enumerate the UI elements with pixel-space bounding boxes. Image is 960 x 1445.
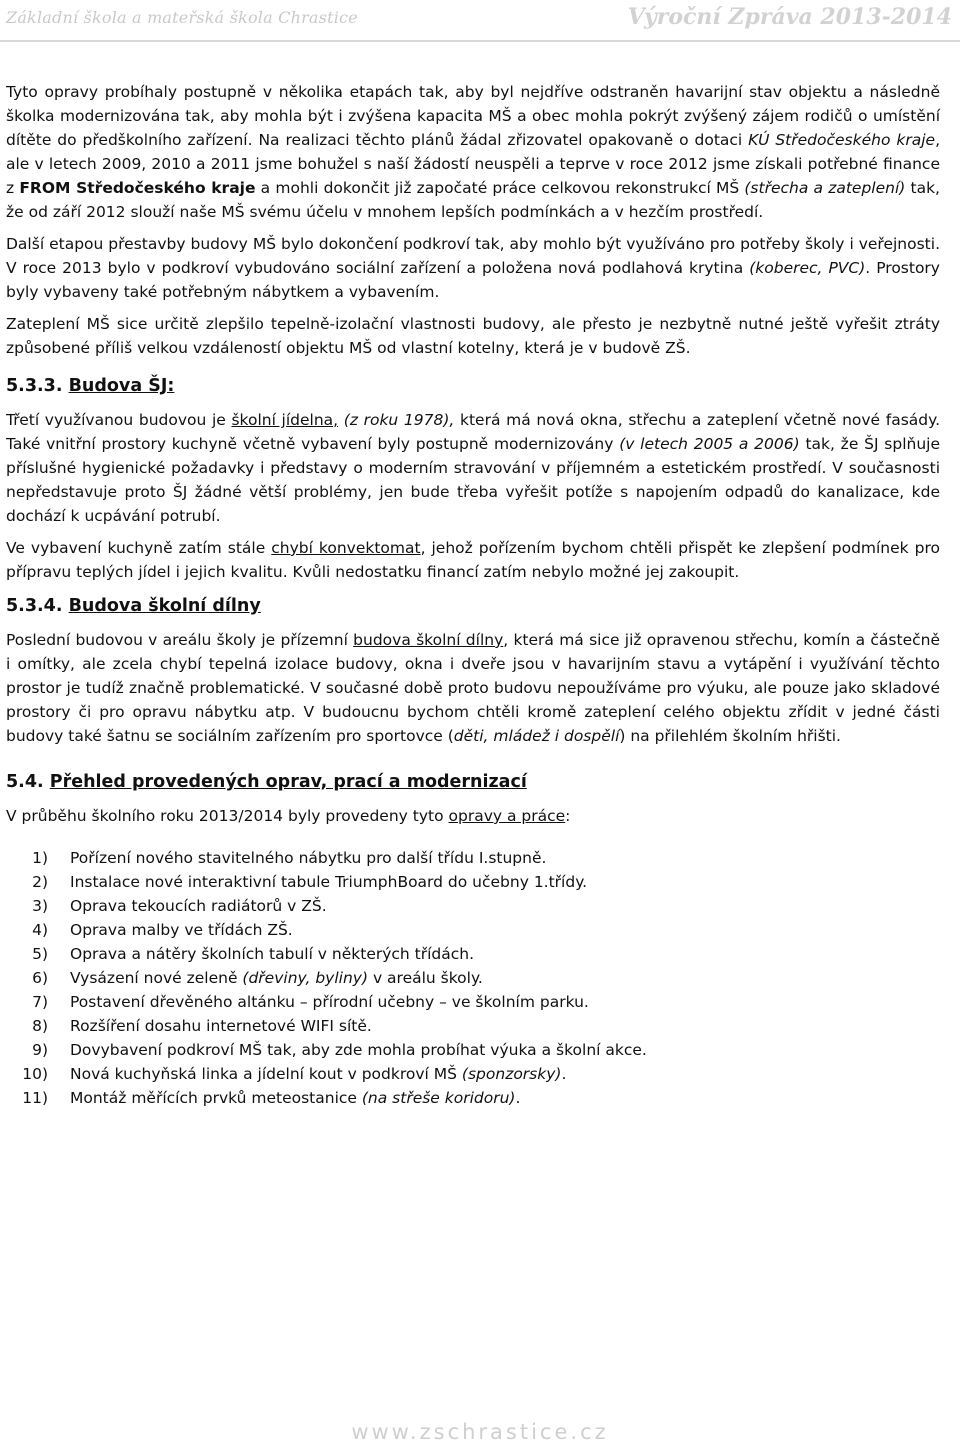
list-item: 2) Instalace nové interaktivní tabule TriumphBoard do učebny 1.třídy. xyxy=(32,873,588,891)
paragraph-renovation-stages: Tyto opravy probíhaly postupně v několika etapách tak, aby byl nejdříve odstraněn havarijní stav objektu a následně školka modernizována tak, aby mohla být i zvýšena kapacita MŠ a obec mohla pokrýt zvýšený zájem rodičů o umístění dítěte do předškolního zařízení. Na realizaci těchto plánů žádal zřizovatel opakovaně o dotaci KÚ Středočeského kraje, ale v letech 2009, 2010 a 2011 jsme bohužel s naší žádostí neuspěli a teprve v roce 2012 jsme získali potřebné finance z FROM Středočeského kraje a mohli dokončit již započaté práce celkovou rekonstrukcí MŠ (střecha a zateplení) tak, že od září 2012 slouží naše MŠ svému účelu v mnohem lepších podmínkách a v hezčím prostředí. xyxy=(6,83,941,221)
list-item: 9) Dovybavení podkroví MŠ tak, aby zde mohla probíhat výuka a školní akce. xyxy=(32,1041,647,1059)
list-item: 11) Montáž měřících prvků meteostanice (na střeše koridoru). xyxy=(22,1089,521,1107)
document-body xyxy=(6,80,940,1110)
page-header xyxy=(0,0,960,58)
section-heading-534: 5.3.4. Budova školní dílny xyxy=(6,596,261,616)
list-item: 10) Nová kuchyňská linka a jídelní kout v podkroví MŠ (sponzorsky). xyxy=(22,1065,567,1083)
list-item: 3) Oprava tekoucích radiátorů v ZŠ. xyxy=(32,897,327,915)
paragraph-canteen: Třetí využívanou budovou je školní jídelna, (z roku 1978), která má nová okna, střechu a zateplení včetně nové fasády. Také vnitřní prostory kuchyně včetně vybavení byly postupně modernizovány (v letech 2005 a 2006) tak, že ŠJ splňuje příslušné hygienické požadavky i představy o moderním stravování v příjemném a estetickém prostředí. V současnosti nepředstavuje proto ŠJ žádné větší problémy, jen bude třeba vyřešit potíže s napojením odpadů do kanalizace, kde dochází k ucpávání potrubí. xyxy=(6,411,941,525)
list-item: 6) Vysázení nové zeleně (dřeviny, byliny) v areálu školy. xyxy=(32,969,483,987)
header-divider xyxy=(0,40,960,42)
paragraph-attic: Další etapou přestavby budovy MŠ bylo dokončení podkroví tak, aby mohlo být využíváno pro potřeby školy i veřejnosti. V roce 2013 bylo v podkroví vybudováno sociální zařízení a položena nová podlahová krytina (koberec, PVC). Prostory byly vybaveny také potřebným nábytkem a vybavením. xyxy=(6,235,940,301)
list-item: 4) Oprava malby ve třídách ZŠ. xyxy=(32,921,293,939)
list-item: 1) Pořízení nového stavitelného nábytku pro další třídu I.stupně. xyxy=(32,849,547,867)
section-heading-533: 5.3.3. Budova ŠJ: xyxy=(6,376,175,396)
paragraph-workshop: Poslední budovou v areálu školy je přízemní budova školní dílny, která má sice již opravenou střechu, komín a částečně i omítky, ale zcela chybí tepelná izolace budovy, okna i dveře jsou v havarijním stavu a vytápění i využívání těchto prostor je tudíž značně problematické. V současné době proto budovu nepoužíváme pro výuku, ale pouze jako skladové prostory či pro opravu nábytku atp. V budoucnu bychom chtěli kromě zateplení celého objektu zřídit v jedné části budovy také šatnu se sociálním zařízením pro sportovce (děti, mládež i dospělí) na přilehlém školním hřišti. xyxy=(6,631,940,745)
report-title: Výroční Zpráva 2013-2014 xyxy=(627,4,952,30)
school-name: Základní škola a mateřská škola Chrastice xyxy=(6,8,358,27)
paragraph-insulation: Zateplení MŠ sice určitě zlepšilo tepelně-izolační vlastnosti budovy, ale přesto je nezbytně nutné ještě vyřešit ztráty způsobené příliš velkou vzdáleností objektu MŠ od vlastní kotelny, která je v budově ZŠ. xyxy=(6,315,940,357)
list-item: 5) Oprava a nátěry školních tabulí v některých třídách. xyxy=(32,945,475,963)
paragraph-repairs-intro: V průběhu školního roku 2013/2014 byly provedeny tyto opravy a práce: xyxy=(6,807,571,825)
footer-website: www.zschrastice.cz xyxy=(351,1420,609,1444)
repairs-list xyxy=(6,846,940,1110)
list-item: 7) Postavení dřevěného altánku – přírodní učebny – ve školním parku. xyxy=(32,993,589,1011)
paragraph-kitchen-equipment: Ve vybavení kuchyně zatím stále chybí konvektomat, jehož pořízením bychom chtěli přispět ke zlepšení podmínek pro přípravu teplých jídel i jejich kvalitu. Kvůli nedostatku financí zatím nebylo možné jej zakoupit. xyxy=(6,539,940,581)
list-item: 8) Rozšíření dosahu internetové WIFI sítě. xyxy=(32,1017,372,1035)
section-heading-54: 5.4. Přehled provedených oprav, prací a modernizací xyxy=(6,772,527,792)
